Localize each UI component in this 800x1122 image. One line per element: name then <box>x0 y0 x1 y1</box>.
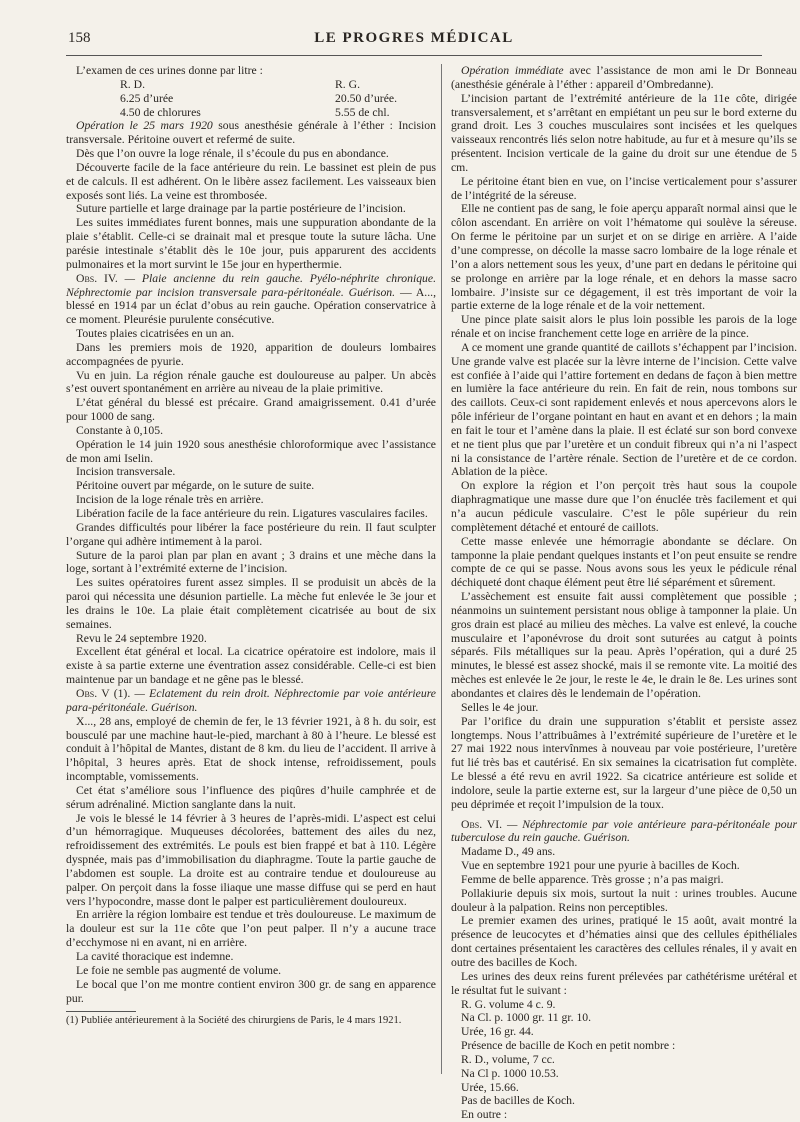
paragraph: Péritoine ouvert par mégarde, on le suture de suite. <box>76 479 315 493</box>
obs-title: — Plaie ancienne du rein gauche. Pyélo-néphrite chronique. Néphrectomie par incision transversale para-péritonéale. Guérison. <box>66 271 436 299</box>
paragraph: Femme de belle apparence. Très grosse ; n’a pas maigri. <box>461 872 724 886</box>
urine-cell: 5.55 de chl. <box>335 105 390 119</box>
paragraph: Le foie ne semble pas augmenté de volume. <box>76 963 282 977</box>
paragraph: Les urines des deux reins furent prélevées par cathétérisme urétéral et le résultat fut le suivant : <box>451 969 797 997</box>
paragraph: X..., 28 ans, employé de chemin de fer, le 13 février 1921, à 8 h. du soir, est bousculé par une machine haut-le-pied, marchant à 80 à l’heure. Le blessé est conduit à l’hôpital de Mantes, distant de 8 km. du lieu de l’accident. Il arrive à l’hôpital, 3 heures après. Etat de shock intense, refroidissement, pouls incomptable, vomissements. <box>66 714 436 784</box>
obs-text: — A..., blessé en 1914 par un éclat d’obus au rein gauche. Opération conservatrice à ce moment. Pleurésie purulente consécutive. <box>66 285 436 327</box>
right-column <box>451 64 797 1122</box>
paragraph: Une pince plate saisit alors le plus loin possible les parois de la loge rénale et on incise franchement cette loge en arrière de la pince. <box>451 313 797 341</box>
paragraph <box>66 119 436 147</box>
observation-6-body <box>451 845 797 997</box>
paragraph: On explore la région et l’on perçoit très haut sous la coupole diaphragmatique une masse dure que l’on énuclée très facilement et qui n’a aucun pédicule vasculaire. C’est le pôle supérieur du rein complètement détaché et entouré de caillots. <box>451 479 797 534</box>
paragraph-text: sous anesthésie générale à l’éther : Incision transversale. Péritoine ouvert et refermé de suite. <box>66 119 436 147</box>
paragraph: L’état général du blessé est précaire. Grand amaigrissement. 0.41 d’urée pour 1000 de sang. <box>66 396 436 424</box>
footnote-rule <box>66 1011 136 1012</box>
paragraph: R. D., volume, 7 cc. <box>461 1052 555 1066</box>
paragraph: Na Cl p. 1000 10.53. <box>461 1066 559 1080</box>
paragraph-text: avec l’assistance de mon ami le Dr Bonneau (anesthésie générale à l’éther : appareil d’Ombredanne). <box>451 64 797 91</box>
paragraph: Les suites immédiates furent bonnes, mais une suppuration abondante de la plaie s’établit. Celle-ci se drainait mal et presque toute la suture lâcha. Une parésie intestinale s’établit dès le 10e jour, puis apparurent des accidents pulmonaires et la mort survint le 15e jour en hyperthermie. <box>66 216 436 271</box>
urine-cell: 20.50 d’urée. <box>335 91 397 105</box>
urine-col-rd: R. D. <box>120 77 146 91</box>
page-header <box>68 30 760 52</box>
paragraph: Madame D., 49 ans. <box>461 845 556 859</box>
obs-label: Obs. V (1). <box>76 686 131 700</box>
page-number: 158 <box>68 30 91 46</box>
lead-italic: Opération le 25 mars 1920 <box>76 119 213 133</box>
paragraph: Présence de bacille de Koch en petit nombre : <box>461 1039 676 1053</box>
paragraph: Urée, 15.66. <box>461 1080 519 1094</box>
paragraph: Le bocal que l’on me montre contient environ 300 gr. de sang en apparence pur. <box>66 977 436 1005</box>
paragraph: Opération le 14 juin 1920 sous anesthésie chloroformique avec l’assistance de mon ami Iselin. <box>66 437 436 465</box>
left-column <box>66 64 436 1028</box>
paragraph: Constante à 0,105. <box>76 423 163 437</box>
paragraph: En arrière la région lombaire est tendue et très douloureuse. Le maximum de la douleur est sur la 11e côte que l’on peut palper. Il n’y a aucune trace d’ecchymose ni en avant, ni en arrière. <box>66 908 436 950</box>
paragraph: Je vois le blessé le 14 février à 3 heures de l’après-midi. L’aspect est celui d’un hémorragique. Muqueuses décolorées, battement des ailes du nez, refroidissement des extrémités. Le pouls est bien frappé et bat à 110. Légère dyspnée, mais pas d’immobilisation du diaphragme. Toute la partie gauche de l’abdomen est souple. La droite est au contraire tendue et douloureuse au palper. On perçoit dans la fosse iliaque une masse diffuse qui se perd en haut vers l’hypocondre, masse dont le palper est particulièrement douloureux. <box>66 811 436 908</box>
lead-italic: Opération immédiate <box>461 64 564 77</box>
paragraph: Pollakiurie depuis six mois, surtout la nuit : urines troubles. Aucune douleur à la palpation. Reins non perceptibles. <box>451 886 797 914</box>
paragraph: Cet état s’améliore sous l’influence des piqûres d’huile camphrée et de sérum adrénaliné. Miction sanglante dans la nuit. <box>66 783 436 811</box>
paragraph: Na Cl. p. 1000 gr. 11 gr. 10. <box>461 1011 592 1025</box>
paragraph: En outre : <box>461 1108 508 1122</box>
obs-label: Obs. VI. <box>461 817 503 831</box>
paragraph: Revu le 24 septembre 1920. <box>76 631 207 645</box>
paragraph: Selles le 4e jour. <box>461 700 539 714</box>
paragraph: Toutes plaies cicatrisées en un an. <box>76 327 235 341</box>
operation-body <box>451 92 797 812</box>
paragraph: R. G. volume 4 c. 9. <box>461 997 556 1011</box>
observation-4-heading <box>66 272 436 327</box>
observation-5-heading <box>66 687 436 715</box>
paragraph: Vu en juin. La région rénale gauche est douloureuse au palper. Un abcès s’est ouvert spontanément en arrière au niveau de la plaie primitive. <box>66 368 436 396</box>
obs-title: — Néphrectomie par voie antérieure para-péritonéale pour tuberculose du rein gauche. Guérison. <box>451 817 797 845</box>
paragraph: Suture de la paroi plan par plan en avant ; 3 drains et une mèche dans la loge, sortant à l’extrémité externe de l’incision. <box>66 548 436 576</box>
paragraph: Le premier examen des urines, pratiqué le 15 août, avait montré la présence de leucocytes et d’hématies ainsi que des cellules épithéliales dont certaines présentaient les caractères des cellules rénales, il y avait en outre des bacilles de Koch. <box>451 914 797 969</box>
running-title: LE PROGRES MÉDICAL <box>314 30 514 46</box>
urine-cell: 4.50 de chlorures <box>120 105 201 119</box>
obs-title: — Eclatement du rein droit. Néphrectomie par voie antérieure para-péritonéale. Guérison. <box>66 686 436 714</box>
paragraph: L’incision partant de l’extrémité antérieure de la 11e côte, dirigée transversalement, et s’arrêtant en empiétant un peu sur le bord externe du grand droit. Les 3 couches musculaires sont incisées et les quelques vaisseaux rencontrés liés selon notre habitude, au fur et à mesure qu’ils se présentent. Incision verticale de la gaine du droit sur une étendue de 5 cm. <box>451 91 797 174</box>
paragraph: Elle ne contient pas de sang, le foie aperçu apparaît normal ainsi que le côlon ascendant. En arrière on voit l’hématome qui soulève la séreuse. On ferme le péritoine par un surjet et on se dirige en arrière. A l’aide d’une compresse, on décolle la masse sacro lombaire de la loge rénale et l’on a alors nettement sous les yeux, d’une part en dedans le péritoine qui se prolonge en arrière par la loge rénale, et en dehors la masse sacro lombaire. J’insiste sur ce dégagement, il est très important de voir la partie externe de la loge rénale et de la voir nettement. <box>451 202 797 313</box>
paragraph <box>451 64 797 92</box>
urine-col-rg: R. G. <box>335 77 361 91</box>
column-divider <box>441 64 442 1074</box>
paragraph: Le péritoine étant bien en vue, on l’incise verticalement pour s’assurer de l’intégrité de la séreuse. <box>451 174 797 202</box>
paragraph: Pas de bacilles de Koch. <box>461 1094 575 1108</box>
paragraph: Incision de la loge rénale très en arrière. <box>76 493 264 507</box>
paragraph: A ce moment une grande quantité de caillots s’échappent par l’incision. Une grande valve est placée sur la lèvre interne de l’incision. Cette valve est confiée à l’aide qui l’attire fortement en dedans de façon à bien mettre en lumière la face antérieure du rein. En fait de rein, nous tombons sur des caillots. Ceux-ci sont rapidement enlevés et nous apercevons alors le pôle inférieur de l’organe pointant en haut en avant et en dehors ; la main en fait le tour et l’amène dans la plaie. Il est éclaté sur son bord convexe et ne tient plus que par l’uretère et un conduit fibreux qui n’a ni l’aspect ni la consistance de l’artère rénale. Section de l’uretère et de ce cordon. Ablation de la pièce. <box>451 340 797 479</box>
paragraph: Excellent état général et local. La cicatrice opératoire est indolore, mais il existe à sa partie externe une éventration assez considérable. Celle-ci est bien maintenue par un bandage et ne gêne pas le blessé. <box>66 645 436 687</box>
paragraph: Cette masse enlevée une hémorragie abondante se déclare. On tamponne la plaie pendant quelques instants et l’on peut ensuite se rendre compte de ce qui se passe. Nous avons sous les yeux le pédicule rénal déchiqueté dont chaque élément peut être lié séparément et sûrement. <box>451 534 797 590</box>
paragraph: Les suites opératoires furent assez simples. Il se produisit un abcès de la paroi qui nécessita une désunion partielle. La mèche fut enlevée le 3e jour et les drains le 10e. La plaie était complètement cicatrisée au bout de six semaines. <box>66 576 436 631</box>
paragraph: Dans les premiers mois de 1920, apparition de douleurs lombaires accompagnées de pyurie. <box>66 340 436 368</box>
paragraph: L’assèchement est ensuite fait aussi complètement que possible ; néanmoins un suintement persistant nous oblige à tamponner la plaie. Un gros drain est placé au milieu des mèches. La valve est enlevé, la couche musculaire et l’aponévrose du droit sont suturées au catgut à points séparés. Fils métalliques sur la peau. Après l’opération, qui a duré 25 minutes, le blessé est assez shocké, mais il se remonte vite. La moitié des mèches est enlevée le 2e jour, le reste le 4e, le drain le 8e. Les urines sont abondantes et claires dès le lendemain de l’opération. <box>451 590 797 700</box>
paragraph: Libération facile de la face antérieure du rein. Ligatures vasculaires faciles. <box>76 507 428 520</box>
paragraph: Dès que l’on ouvre la loge rénale, il s’écoule du pus en abondance. <box>76 147 389 161</box>
header-rule <box>66 55 762 56</box>
urine-results <box>451 998 797 1122</box>
urine-cell: 6.25 d’urée <box>120 91 174 105</box>
paragraph: Urée, 16 gr. 44. <box>461 1025 534 1039</box>
paragraph: Incision transversale. <box>76 465 176 479</box>
paragraph: Suture partielle et large drainage par la partie postérieure de l’incision. <box>76 202 406 216</box>
urine-table <box>120 78 436 120</box>
paragraph: Découverte facile de la face antérieure du rein. Le bassinet est plein de pus et de calculs. Il est adhérent. On le libère assez facilement. Les vaisseaux bien exposés sont liés. La veine est thrombosée. <box>66 160 436 202</box>
paragraph: Grandes difficultés pour libérer la face postérieure du rein. Il faut sculpter l’organe qui adhère intimement à la paroi. <box>66 520 436 548</box>
footnote: (1) Publiée antérieurement à la Société des chirurgiens de Paris, le 4 mars 1921. <box>66 1015 402 1027</box>
urine-intro: L’examen de ces urines donne par litre : <box>76 64 263 77</box>
observation-5-body <box>66 715 436 1006</box>
observation-6-heading <box>451 818 797 846</box>
paragraph: Par l’orifice du drain une suppuration s’établit et persiste assez longtemps. Nous l’attribuâmes à l’extrémité supérieure de l’uretère et le 27 mai 1922 nous intervînmes à nouveau par voie postérieure, l’uretère fut lié très bas et cautérisé. En six semaines la cicatrisation fut complète. Le blessé a été revu en avril 1922. Sa cicatrice antérieure est solide et indolore, seule la partie externe est, sur la largeur d’une pièce de 0,50 un peu déprimée et reçoit l’impulsion de la toux. <box>451 714 797 811</box>
observation-4-body <box>66 327 436 687</box>
paragraph: La cavité thoracique est indemne. <box>76 950 234 963</box>
paragraph: Vue en septembre 1921 pour une pyurie à bacilles de Koch. <box>461 859 740 873</box>
obs-label: Obs. IV. <box>76 271 118 285</box>
